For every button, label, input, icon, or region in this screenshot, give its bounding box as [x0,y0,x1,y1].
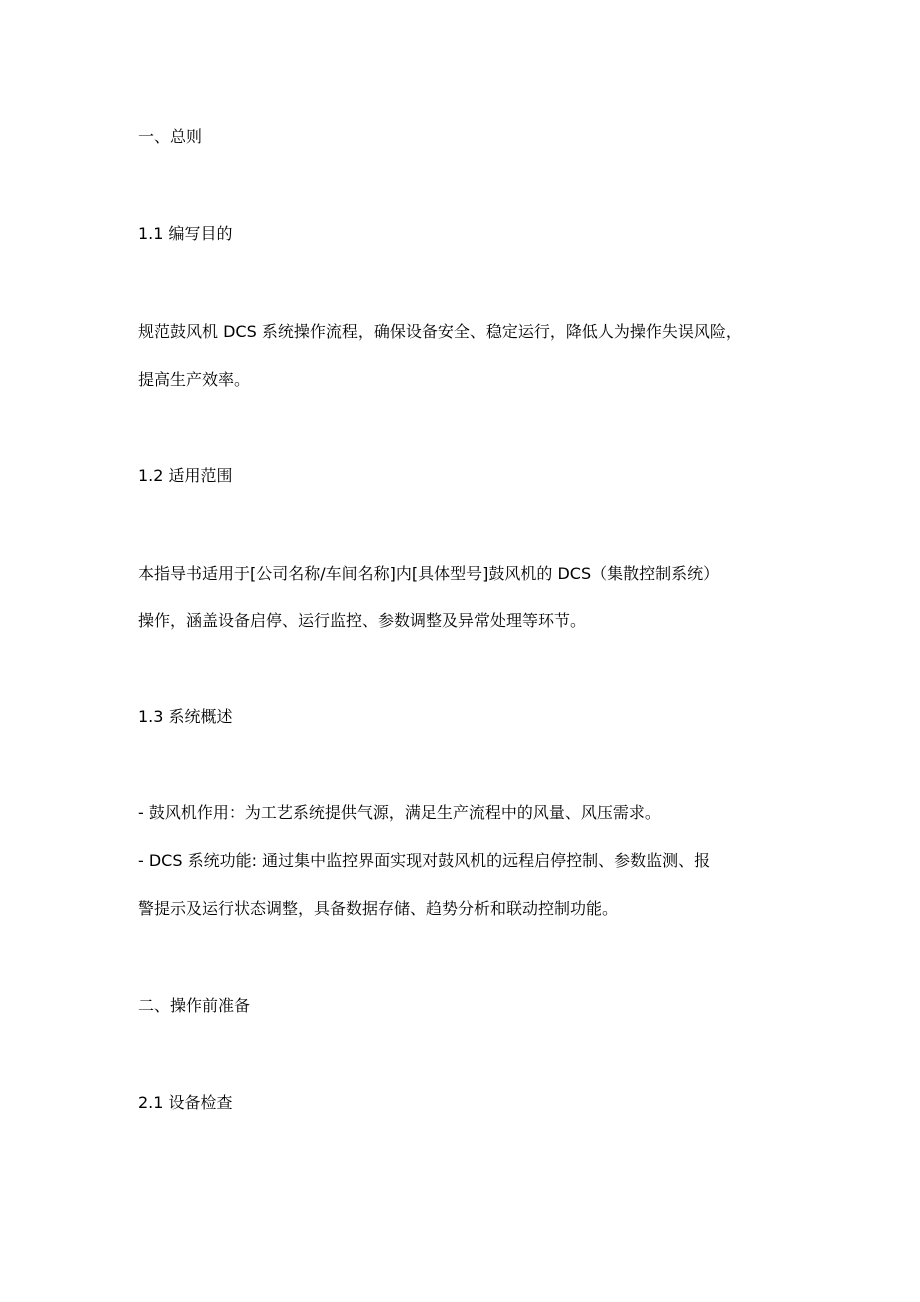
section-1-3-heading: 1.3 系统概述 [138,707,233,726]
section-2-1-heading: 2.1 设备检查 [138,1093,233,1112]
section-1-3-bullet-2-line-1: - DCS 系统功能: 通过集中监控界面实现对鼓风机的远程启停控制、参数监测、报 [138,851,711,870]
section-1-1-paragraph-line-2: 提高生产效率。 [138,370,251,389]
section-1-1-paragraph-line-1: 规范鼓风机 DCS 系统操作流程，确保设备安全、稳定运行，降低人为操作失误风险， [138,322,742,341]
section-1-1-heading: 1.1 编写目的 [138,224,233,243]
section-1-3-bullet-2-line-2: 警提示及运行状态调整，具备数据存储、趋势分析和联动控制功能。 [138,899,619,918]
section-1-2-heading: 1.2 适用范围 [138,466,233,485]
section-2-heading: 二、操作前准备 [138,996,251,1015]
section-1-2-paragraph-line-2: 操作，涵盖设备启停、运行监控、参数调整及异常处理等环节。 [138,611,587,630]
section-1-2-paragraph-line-1: 本指导书适用于[公司名称/车间名称]内[具体型号]鼓风机的 DCS（集散控制系统） [138,564,720,583]
section-1-heading: 一、总则 [138,127,203,146]
section-1-3-bullet-1: - 鼓风机作用：为工艺系统提供气源，满足生产流程中的风量、风压需求。 [138,803,661,822]
